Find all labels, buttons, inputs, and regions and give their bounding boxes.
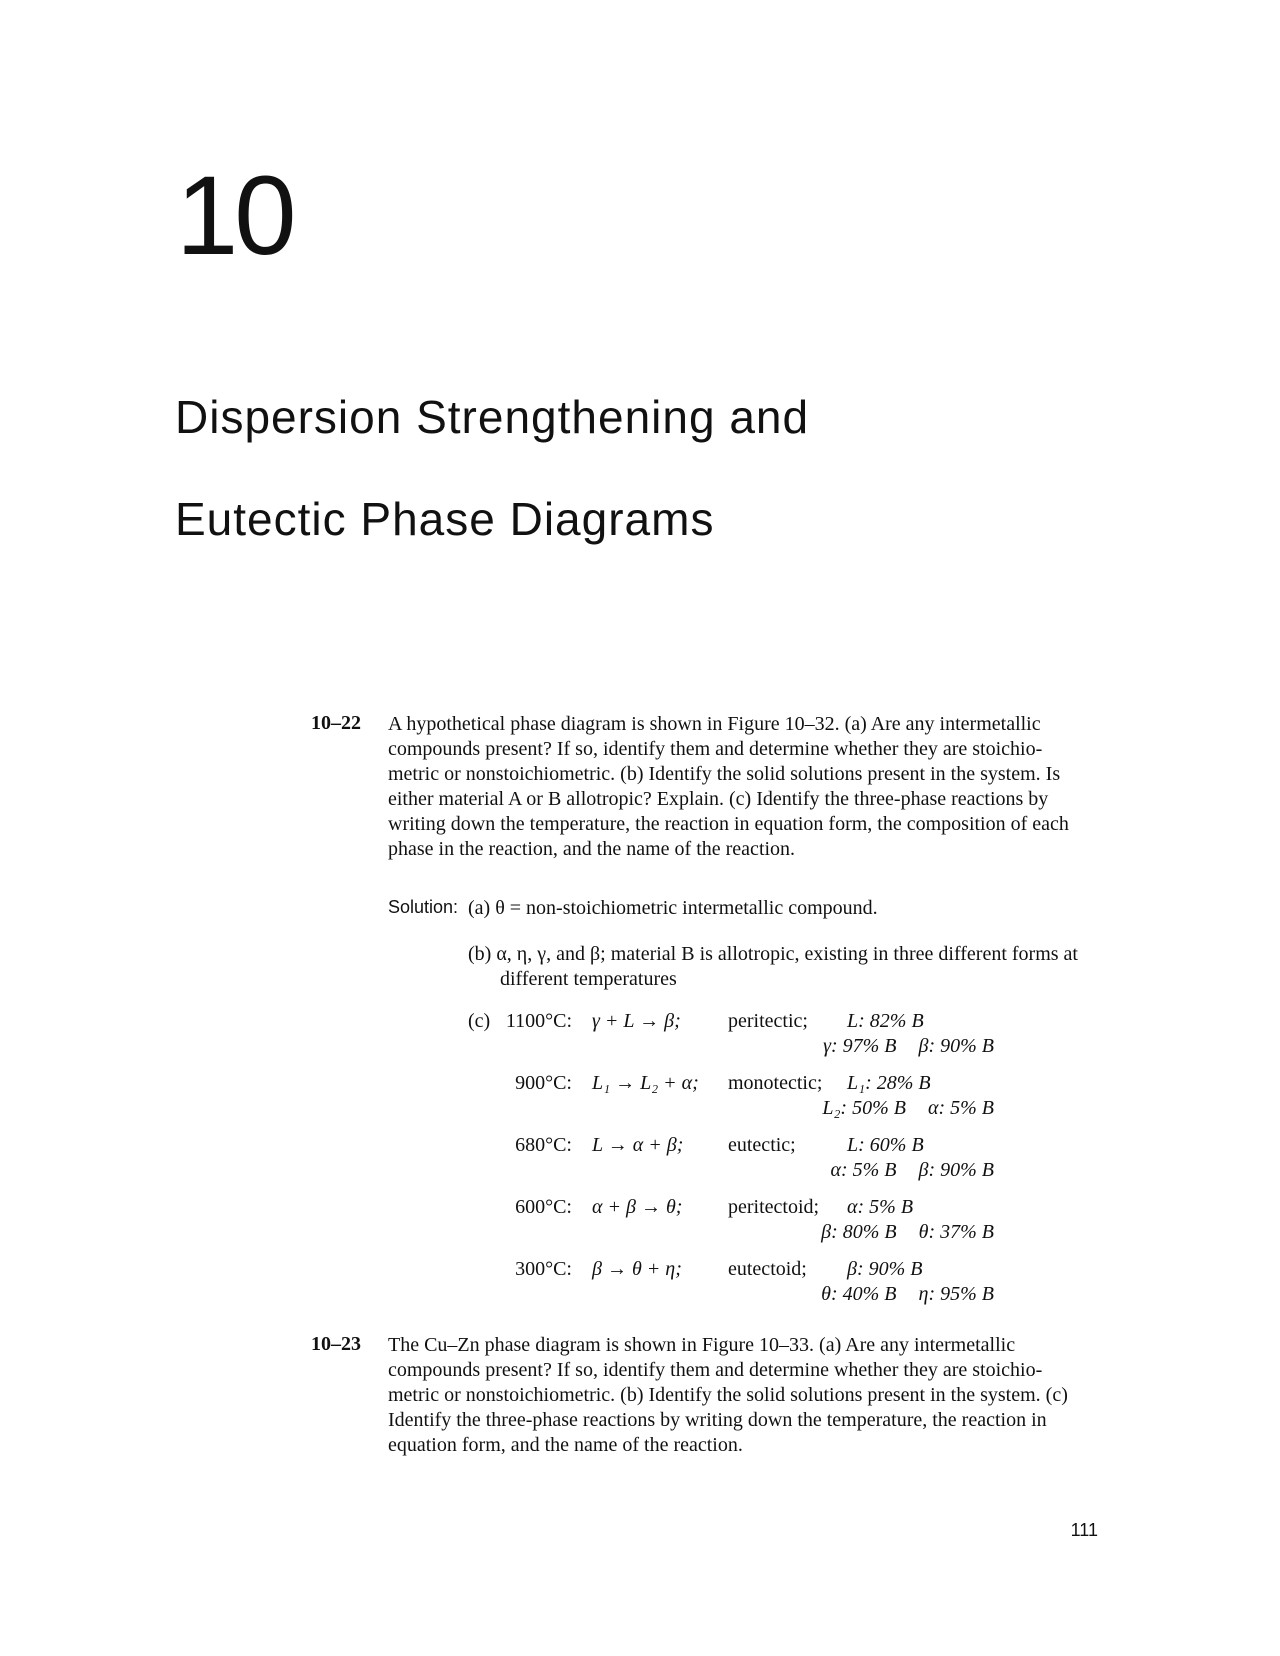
reaction-name: eutectic; (728, 1134, 796, 1156)
solution-part-b (468, 942, 1108, 992)
reaction-composition-a: γ: 97% B (823, 1035, 897, 1057)
reaction-composition-primary: L: 60% B (847, 1134, 924, 1156)
chapter-title-line-2: Eutectic Phase Diagrams (175, 493, 715, 545)
reaction-temperature: 1100°C: (505, 1010, 572, 1032)
reaction-composition-a: α: 5% B (830, 1159, 897, 1181)
reaction-composition-products (821, 1221, 994, 1244)
solution-part-c-prefix: (c) (468, 1010, 491, 1032)
reaction-temperature: 680°C: (515, 1134, 572, 1156)
solution-part-b-text: (b) α, η, γ, and β; material B is allotropic, existing in three different forms at different temperatures (468, 943, 1078, 990)
reaction-composition-a: θ: 40% B (821, 1283, 897, 1305)
reaction-equation: L → α + β; (592, 1134, 684, 1156)
problem-number: 10–23 (311, 1333, 361, 1355)
solution-label: Solution: (388, 897, 459, 917)
reaction-temperature: 600°C: (515, 1196, 572, 1218)
reaction-composition-primary: β: 90% B (847, 1258, 923, 1280)
reaction-composition-primary: L₁: 28% B (847, 1072, 931, 1094)
reaction-composition-b: η: 95% B (918, 1283, 994, 1305)
reaction-name: peritectoid; (728, 1196, 820, 1218)
reaction-equation: α + β → θ; (592, 1196, 683, 1218)
reaction-composition-products (821, 1283, 994, 1306)
reaction-composition-b: θ: 37% B (918, 1221, 994, 1243)
reaction-composition-b: β: 90% B (918, 1035, 994, 1057)
reaction-composition-a: L₂: 50% B (822, 1097, 906, 1119)
page-number: 111 (1070, 1520, 1098, 1540)
reaction-composition-primary: α: 5% B (847, 1196, 914, 1218)
reaction-name: monotectic; (728, 1072, 823, 1094)
solution-part-a: (a) θ = non-stoichiometric intermetallic compound. (468, 897, 878, 919)
reaction-composition-a: β: 80% B (821, 1221, 897, 1243)
chapter-number: 10 (176, 153, 293, 278)
reaction-composition-products (822, 1097, 994, 1120)
reaction-equation: γ + L → β; (592, 1010, 681, 1032)
reaction-composition-b: α: 5% B (927, 1097, 994, 1119)
problem-text: The Cu–Zn phase diagram is shown in Figure 10–33. (a) Are any intermetallic compounds present? If so, identify them and determine whether they are stoichio- metric or nonstoichiometric. (b) Identify the solid solutions present in the system. (c) Identify the three-phase reactions by writing down the temperature, the reaction in equation form, and the name of the reaction. (388, 1334, 1068, 1456)
reaction-equation: β → θ + η; (592, 1258, 682, 1280)
reaction-composition-primary: L: 82% B (847, 1010, 924, 1032)
problem-text: A hypothetical phase diagram is shown in Figure 10–32. (a) Are any intermetallic compounds present? If so, identify them and determine whether they are stoichio- metric or nonstoichiometric. (b) Identify the solid solutions present in the system. Is either material A or B allotropic? Explain. (c) Identify the three-phase reactions by writing down the temperature, the reaction in equation form, the composition of each phase in the reaction, and the name of the reaction. (388, 713, 1069, 860)
reaction-equation: L₁ → L₂ + α; (592, 1072, 699, 1094)
chapter-title-line-1: Dispersion Strengthening and (175, 391, 810, 443)
reaction-temperature: 300°C: (515, 1258, 572, 1280)
reaction-composition-b: β: 90% B (918, 1159, 994, 1181)
reaction-composition-products (830, 1159, 994, 1182)
reaction-composition-products (823, 1035, 994, 1058)
reaction-name: eutectoid; (728, 1258, 807, 1280)
problem-number: 10–22 (311, 712, 361, 734)
reaction-temperature: 900°C: (515, 1072, 572, 1094)
reaction-name: peritectic; (728, 1010, 808, 1032)
